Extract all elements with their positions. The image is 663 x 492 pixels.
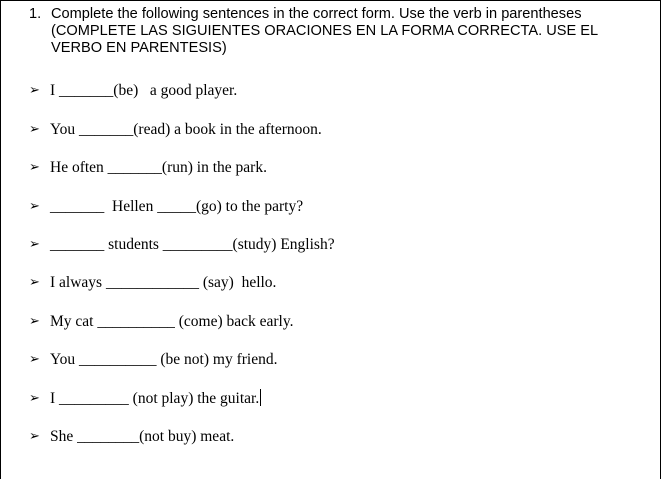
arrow-bullet-icon: ➢ <box>29 122 40 137</box>
sentence-text-with-cursor[interactable] <box>50 388 261 410</box>
sentence-text[interactable]: _______ students _________(study) English? <box>50 236 335 253</box>
arrow-bullet-icon: ➢ <box>29 160 40 175</box>
sentence-text[interactable]: _______ Hellen _____(go) to the party? <box>50 198 304 215</box>
sentence-text[interactable]: You _______(read) a book in the afternoon. <box>50 121 322 138</box>
instruction-text: Complete the following sentences in the correct form. Use the verb in parentheses (COMPLETE LAS SIGUIENTES ORACIONES EN LA FORMA CORRECTA. USE EL VERBO EN PARENTESIS) <box>51 6 599 56</box>
sentence-item-7 <box>29 311 294 333</box>
arrow-bullet-icon: ➢ <box>29 391 40 406</box>
arrow-bullet-icon: ➢ <box>29 83 40 98</box>
sentence-text[interactable]: She ________(not buy) meat. <box>50 428 235 445</box>
sentence-text[interactable]: He often _______(run) in the park. <box>50 159 267 176</box>
arrow-bullet-icon: ➢ <box>29 275 40 290</box>
sentence-text[interactable]: I always ____________ (say) hello. <box>50 274 277 291</box>
arrow-bullet-icon: ➢ <box>29 314 40 329</box>
sentence-item-10 <box>29 426 235 448</box>
sentence-text[interactable]: You __________ (be not) my friend. <box>50 351 278 368</box>
sentence-item-3 <box>29 157 267 179</box>
sentence-item-5 <box>29 234 335 256</box>
sentence-item-1 <box>29 80 238 102</box>
arrow-bullet-icon: ➢ <box>29 352 40 367</box>
sentence-item-4 <box>29 196 304 218</box>
text-cursor <box>260 389 261 406</box>
exercise-number: 1. <box>29 6 42 22</box>
exercise-instruction <box>29 6 659 57</box>
sentence-item-2 <box>29 119 322 141</box>
arrow-bullet-icon: ➢ <box>29 237 40 252</box>
arrow-bullet-icon: ➢ <box>29 429 40 444</box>
arrow-bullet-icon: ➢ <box>29 199 40 214</box>
sentence-text[interactable]: I _________ (not play) the guitar. <box>50 390 260 407</box>
sentence-item-8 <box>29 349 278 371</box>
sentence-item-6 <box>29 272 277 294</box>
sentence-text[interactable]: I _______(be) a good player. <box>50 82 238 99</box>
sentence-item-9 <box>29 388 260 410</box>
sentence-text[interactable]: My cat __________ (come) back early. <box>50 313 294 330</box>
